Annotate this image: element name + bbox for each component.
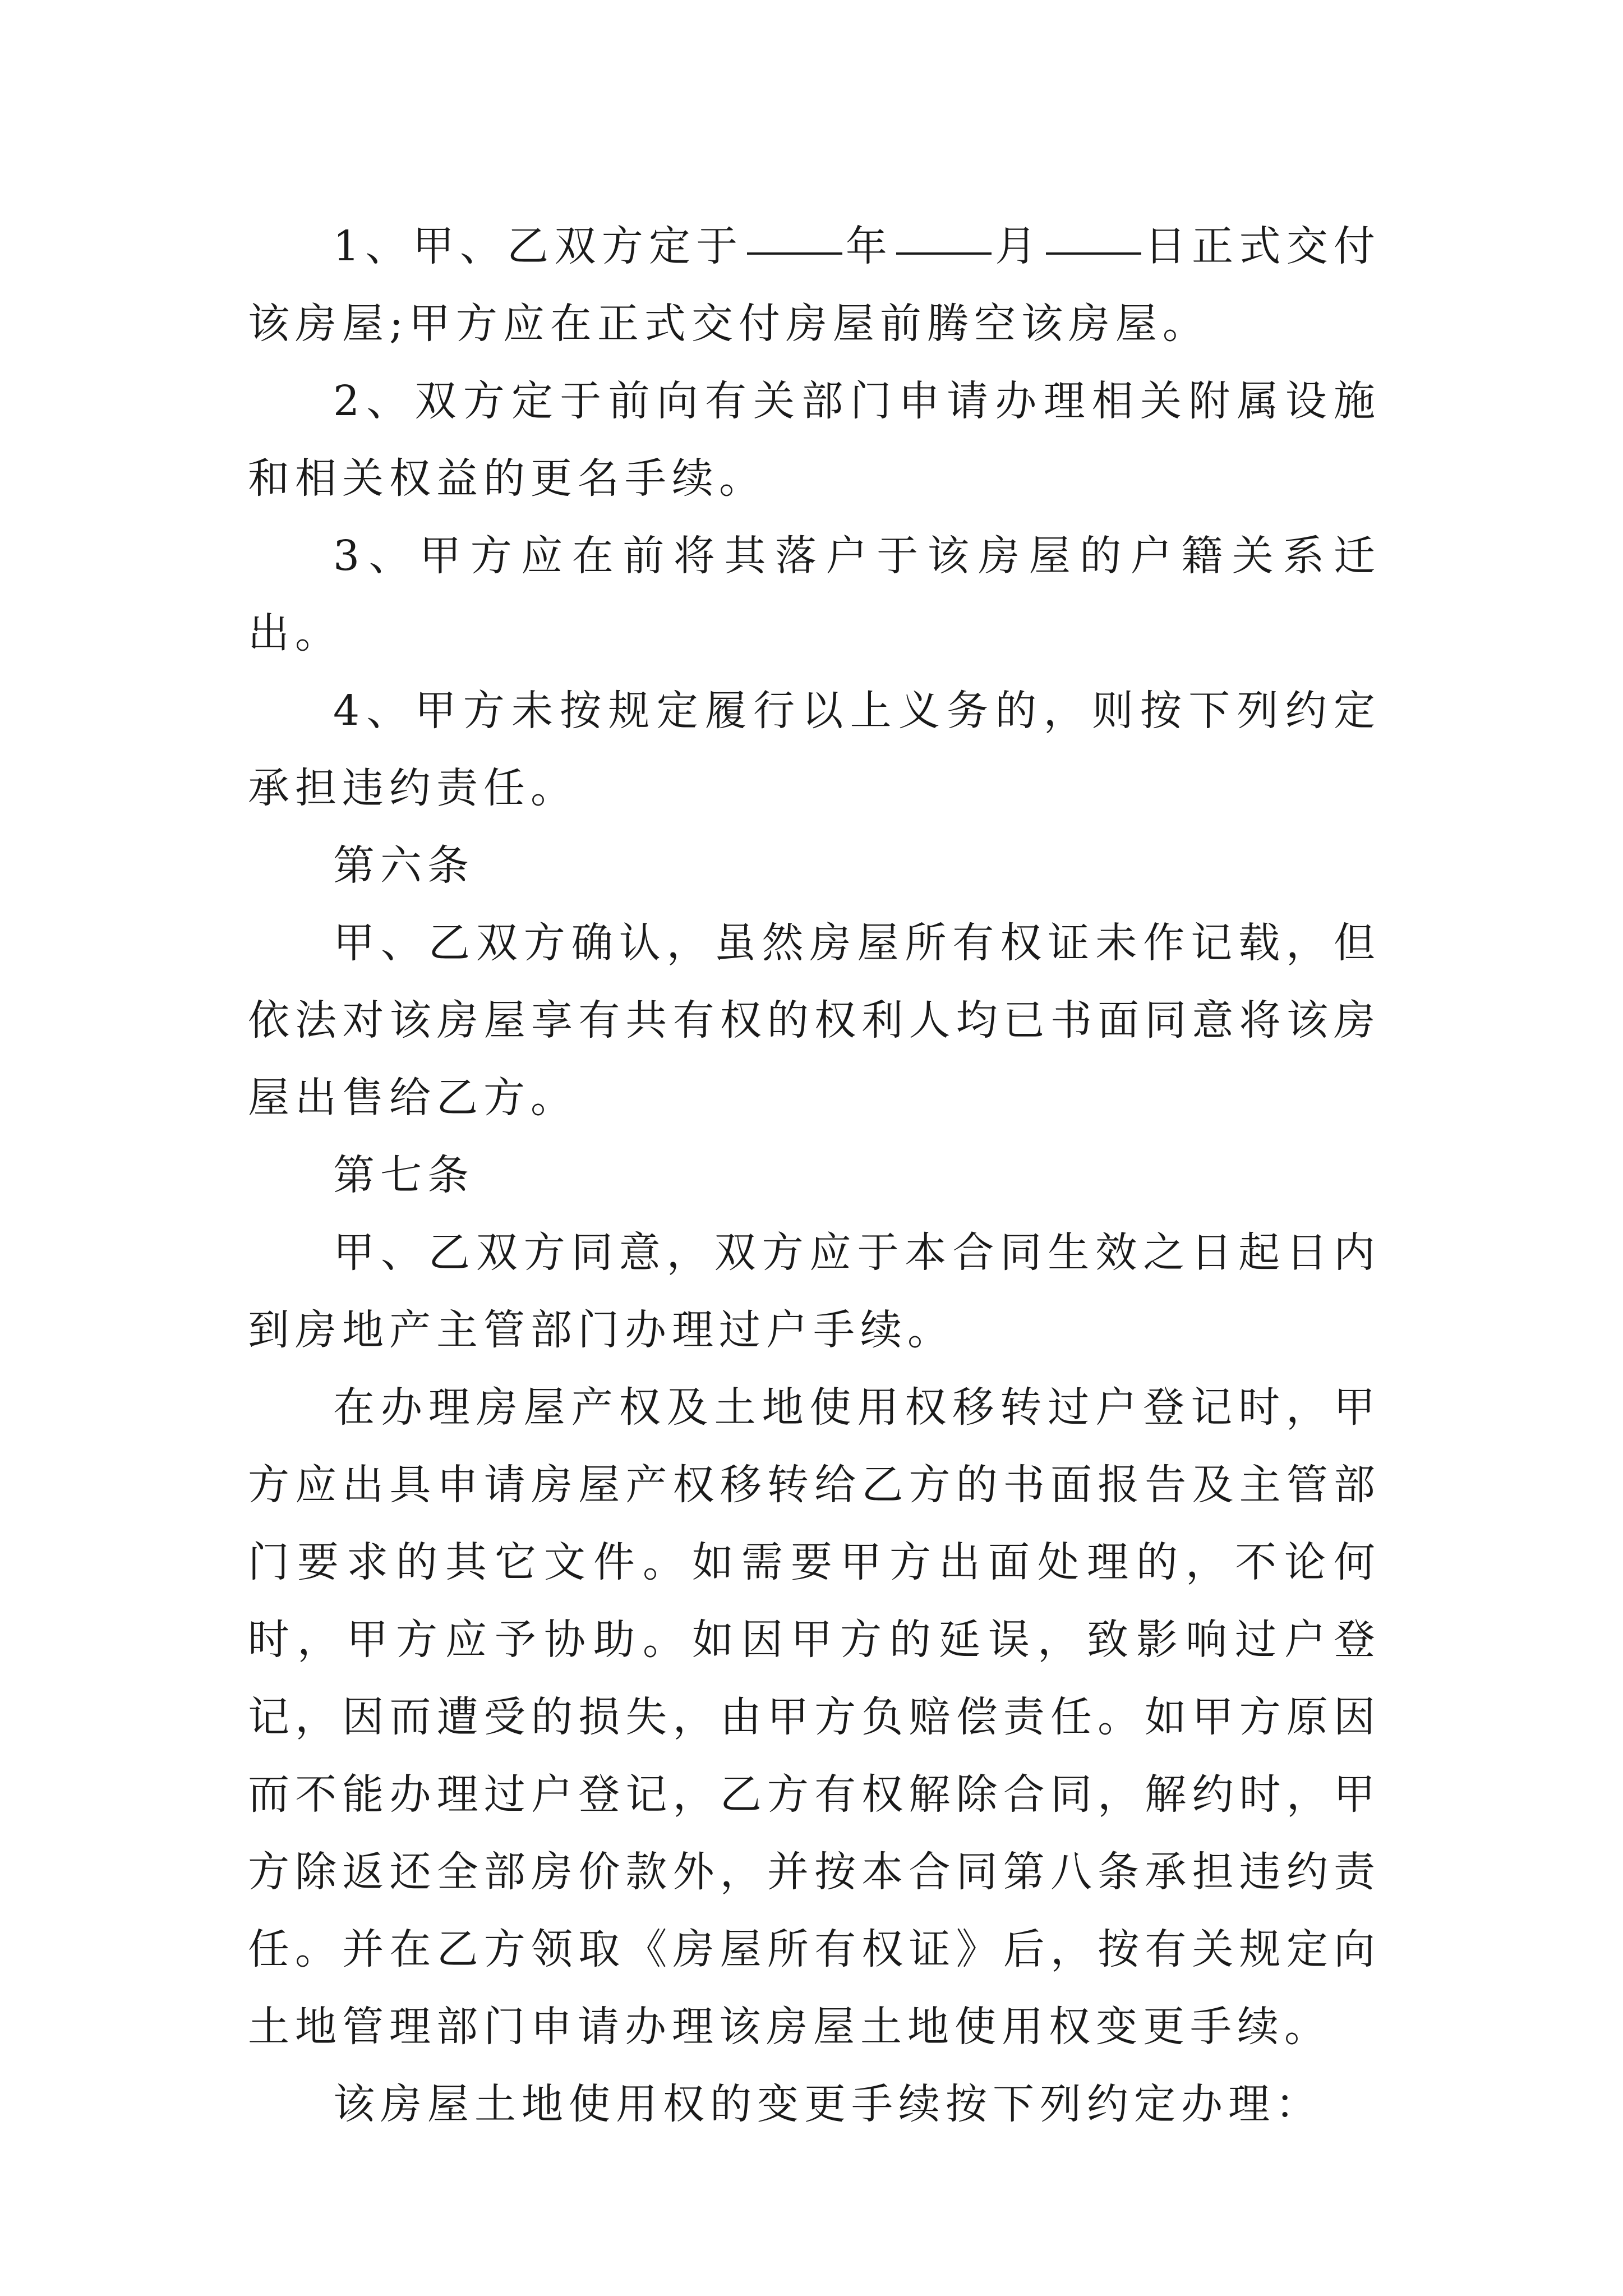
article-6-body: 甲、乙双方确认，虽然房屋所有权证未作记载，但依法对该房屋享有共有权的权利人均已书面同意将该房屋出售给乙方。 [248,919,1381,1122]
item1-text-b: 日正式交付该房屋;甲方应在正式交付房屋前腾空该房屋。 [248,222,1381,348]
document-body [248,208,1381,2143]
article-7-heading: 第七条 [333,1151,474,1199]
item1-text-month: 月 [995,222,1043,270]
blank-month-field [896,252,992,255]
clause-item-2: 2、双方定于前向有关部门申请办理相关附属设施和相关权益的更名手续。 [248,377,1381,503]
item1-text-year: 年 [845,222,893,270]
blank-year-field [747,252,842,255]
article-6-heading: 第六条 [333,841,474,890]
clause-item-4: 4、甲方未按规定履行以上义务的，则按下列约定承担违约责任。 [248,687,1381,812]
article-7-paragraph-2: 在办理房屋产权及土地使用权移转过户登记时，甲方应出具申请房屋产权移转给乙方的书面报告及主管部门要求的其它文件。如需要甲方出面处理的，不论何时，甲方应予协助。如因甲方的延误，致影响过户登记，因而遭受的损失，由甲方负赔偿责任。如甲方原因而不能办理过户登记，乙方有权解除合同，解约时，甲方除返还全部房价款外，并按本合同第八条承担违约责任。并在乙方领取《房屋所有权证》后，按有关规定向土地管理部门申请办理该房屋土地使用权变更手续。 [248,1383,1381,2051]
blank-day-field [1046,252,1141,255]
clause-item-3: 3、甲方应在前将其落户于该房屋的户籍关系迁出。 [248,532,1381,657]
article-7-paragraph-1: 甲、乙双方同意，双方应于本合同生效之日起日内到房地产主管部门办理过户手续。 [248,1228,1381,1354]
item1-text-a: 1、甲、乙双方定于 [333,222,744,270]
clause-item-1 [248,208,1381,362]
article-7-paragraph-3: 该房屋土地使用权的变更手续按下列约定办理： [333,2080,1322,2128]
